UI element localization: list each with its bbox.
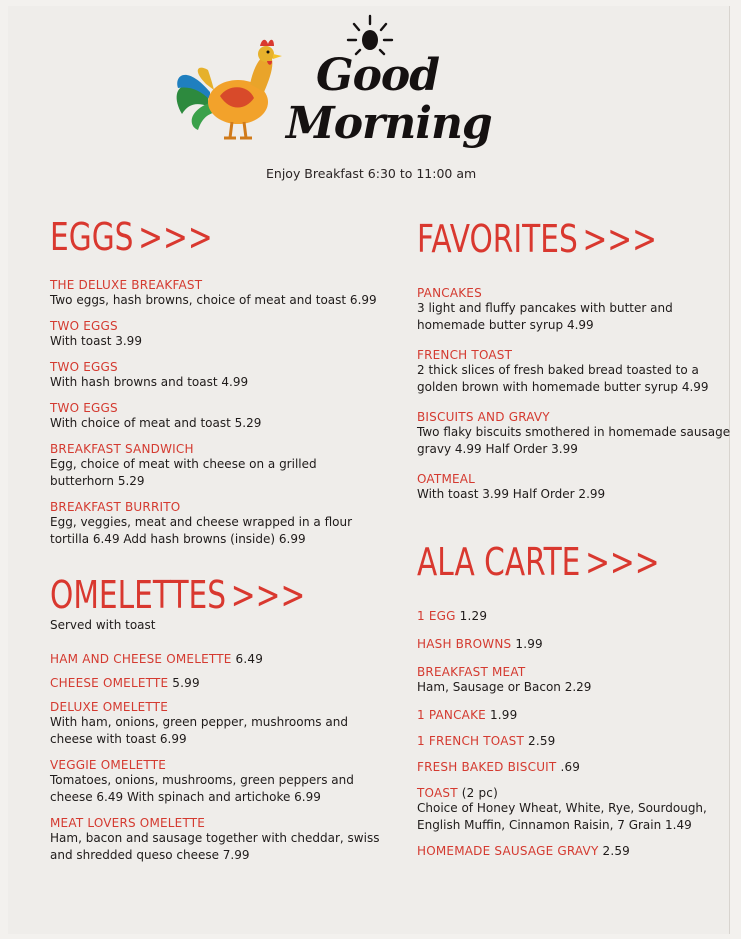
menu-item: BREAKFAST BURRITO Egg, veggies, meat and cheese wrapped in a flour tortilla 6.49 Add hash browns (inside) 6.99 — [50, 500, 353, 546]
eggs-heading: EGGS >>> — [50, 215, 213, 259]
menu-item: TWO EGGS With choice of meat and toast 5.29 — [50, 401, 262, 430]
menu-item: THE DELUXE BREAKFAST Two eggs, hash browns, choice of meat and toast 6.99 — [50, 278, 377, 307]
menu-item: FRENCH TOAST 2 thick slices of fresh baked bread toasted to a golden brown with homemade butter syrup 4.99 — [417, 348, 709, 394]
menu-item: TWO EGGS With hash browns and toast 4.99 — [50, 360, 249, 389]
logo-title-morning: Morning — [286, 98, 492, 149]
menu-item: TOAST (2 pc) Choice of Honey Wheat, White, Rye, Sourdough, English Muffin, Cinnamon Raisin, 7 Grain 1.49 — [417, 786, 707, 832]
favorites-heading: FAVORITES >>> — [417, 217, 657, 261]
menu-item: HAM AND CHEESE OMELETTE 6.49 — [50, 652, 264, 666]
logo — [168, 14, 492, 164]
breakfast-hours: Enjoy Breakfast 6:30 to 11:00 am — [266, 166, 477, 181]
menu-item: VEGGIE OMELETTE Tomatoes, onions, mushrooms, green peppers and cheese 6.49 With spinach and artichoke 6.99 — [50, 758, 354, 804]
sun-icon — [348, 16, 392, 54]
menu-item: DELUXE OMELETTE With ham, onions, green pepper, mushrooms and cheese with toast 6.99 — [50, 700, 348, 746]
menu-item: HOMEMADE SAUSAGE GRAVY 2.59 — [417, 844, 631, 858]
menu-item: PANCAKES 3 light and fluffy pancakes with butter and homemade butter syrup 4.99 — [417, 286, 673, 332]
left-column — [50, 215, 380, 864]
omelettes-subtitle: Served with toast — [50, 618, 156, 632]
menu-item: 1 PANCAKE 1.99 — [417, 708, 518, 722]
menu-item: FRESH BAKED BISCUIT .69 — [417, 760, 581, 774]
menu-item: TWO EGGS With toast 3.99 — [50, 319, 142, 348]
menu-item: MEAT LOVERS OMELETTE Ham, bacon and sausage together with cheddar, swiss and shredded queso cheese 7.99 — [50, 816, 380, 862]
logo-title-good: Good — [316, 50, 440, 101]
menu-page — [8, 6, 730, 934]
menu-item: HASH BROWNS 1.99 — [417, 637, 543, 651]
menu-item: BISCUITS AND GRAVY Two flaky biscuits smothered in homemade sausage gravy 4.99 Half Order 3.99 — [417, 410, 731, 456]
right-column — [417, 217, 732, 858]
ala-carte-heading: ALA CARTE >>> — [417, 540, 660, 584]
menu-item: 1 EGG 1.29 — [417, 609, 488, 623]
menu-item: OATMEAL With toast 3.99 Half Order 2.99 — [417, 472, 606, 501]
menu-item: 1 FRENCH TOAST 2.59 — [417, 734, 556, 748]
omelettes-heading: OMELETTES >>> — [50, 573, 306, 617]
menu-item: CHEESE OMELETTE 5.99 — [50, 676, 200, 690]
menu-item: BREAKFAST SANDWICH Egg, choice of meat with cheese on a grilled butterhorn 5.29 — [50, 442, 317, 488]
menu-item: BREAKFAST MEAT Ham, Sausage or Bacon 2.29 — [417, 665, 592, 694]
